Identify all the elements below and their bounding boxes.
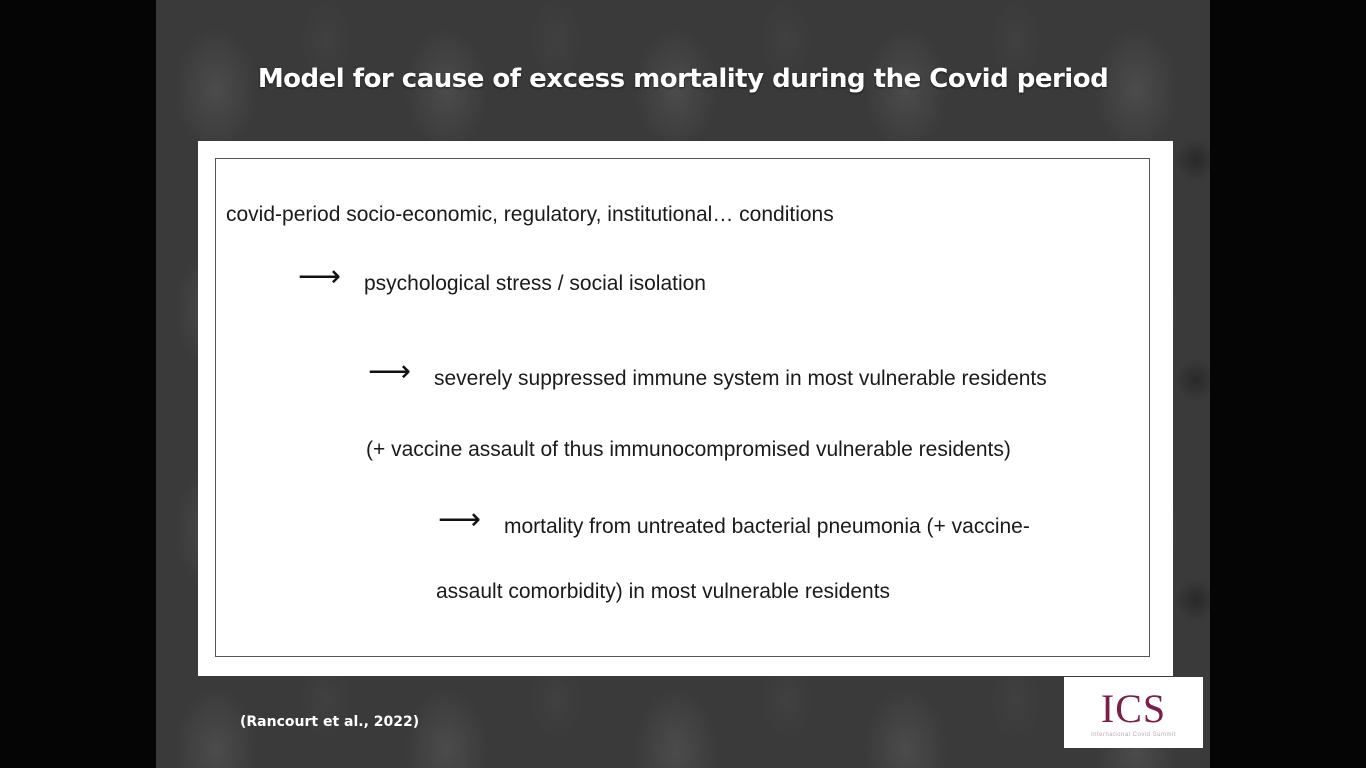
logo-text: ICS	[1100, 686, 1167, 731]
arrow-right-icon: ⟶	[438, 502, 482, 537]
line-conditions: covid-period socio-economic, regulatory, institutional… conditions	[226, 203, 834, 226]
line-mortality: mortality from untreated bacterial pneumonia (+ vaccine-	[504, 515, 1030, 538]
line-immune-system: severely suppressed immune system in most vulnerable residents	[434, 367, 1047, 390]
presentation-slide	[156, 0, 1210, 768]
arrow-right-icon: ⟶	[368, 354, 412, 389]
citation: (Rancourt et al., 2022)	[240, 714, 420, 730]
ics-logo	[1064, 677, 1203, 748]
logo-subtitle: International Covid Summit	[1090, 732, 1177, 738]
content-panel	[198, 141, 1173, 676]
arrow-right-icon: ⟶	[298, 259, 342, 294]
line-psychological-stress: psychological stress / social isolation	[364, 272, 706, 295]
line-vaccine-assault: (+ vaccine assault of thus immunocompromised vulnerable residents)	[366, 438, 1011, 461]
slide-title: Model for cause of excess mortality during the Covid period	[257, 64, 1109, 94]
line-comorbidity: assault comorbidity) in most vulnerable residents	[436, 580, 891, 603]
